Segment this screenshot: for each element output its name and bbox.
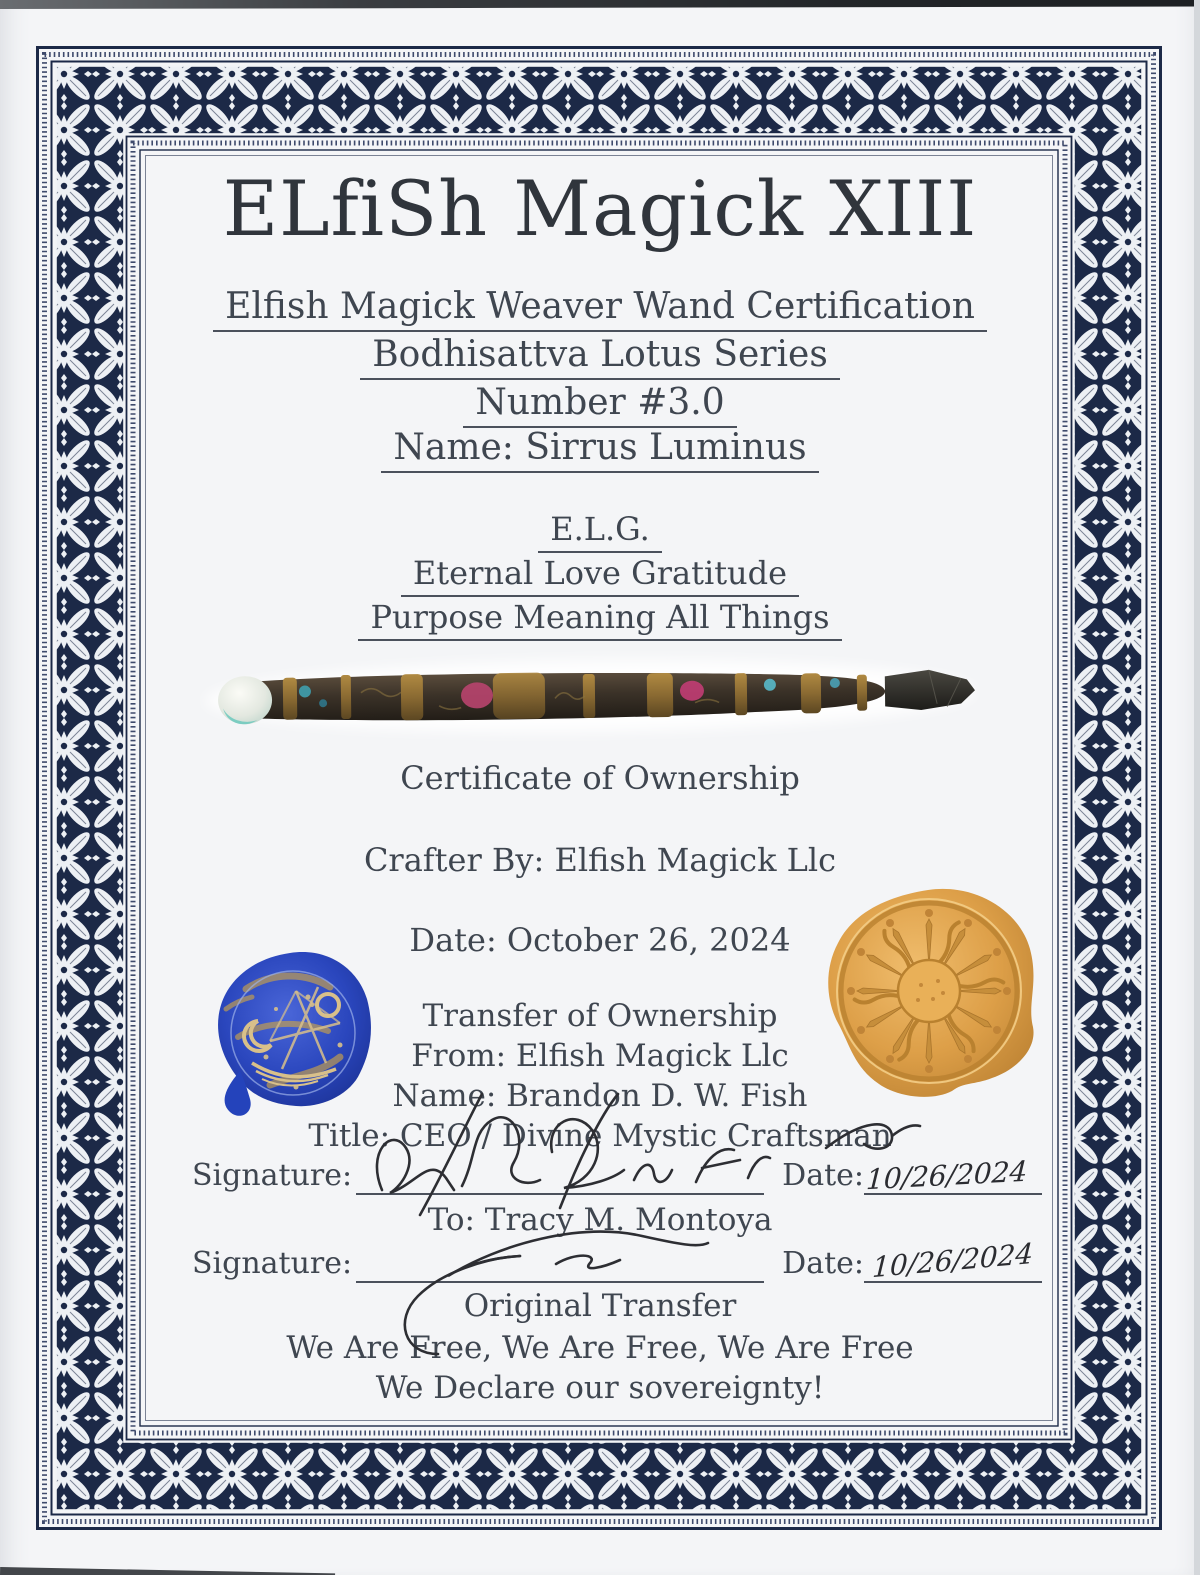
transfer-from — [150, 1039, 1050, 1075]
motto-line-1-text: Eternal Love Gratitude — [401, 554, 799, 597]
signature-line-1 — [356, 1159, 764, 1195]
transfer-name-text: Name: Brandon D. W. Fish — [392, 1078, 808, 1114]
transfer-title — [150, 1119, 1050, 1155]
handwritten-date-2: 10/26/2024 — [871, 1236, 1034, 1285]
transfer-from-text: From: Elfish Magick Llc — [411, 1038, 789, 1074]
scan-edge-right — [1194, 0, 1200, 1575]
cert-line-1-text: Elfish Magick Weaver Wand Certification — [213, 286, 987, 332]
transfer-to — [150, 1203, 1050, 1239]
signature-label-1: Signature: — [192, 1158, 353, 1193]
motto-line-2 — [150, 599, 1050, 636]
signature-line-2 — [356, 1247, 764, 1283]
transfer-to-text: To: Tracy M. Montoya — [427, 1202, 773, 1238]
cert-line-4 — [150, 427, 1050, 468]
page-title — [150, 165, 1050, 252]
date-line-2 — [864, 1236, 1042, 1285]
ownership-crafter — [150, 842, 1050, 879]
date-label-2: Date: — [782, 1246, 864, 1281]
wand-photo — [194, 637, 985, 751]
date-line-1 — [864, 1154, 1042, 1197]
footer-line-2-text: We Declare our sovereignty! — [375, 1370, 825, 1406]
signature-label-2: Signature: — [192, 1246, 353, 1281]
transfer-heading-text: Transfer of Ownership — [422, 998, 778, 1034]
footer-line-1 — [150, 1331, 1050, 1367]
motto-line-1 — [150, 555, 1050, 592]
original-transfer — [150, 1289, 1050, 1325]
page-title-text: ELfiSh Magick XIII — [222, 164, 978, 253]
ownership-crafter-text: Crafter By: Elfish Magick Llc — [363, 841, 837, 879]
transfer-heading — [150, 999, 1050, 1035]
date-label-1: Date: — [782, 1158, 864, 1193]
cert-line-2-text: Bodhisattva Lotus Series — [360, 334, 840, 380]
motto-acronym-text: E.L.G. — [538, 510, 662, 553]
transfer-title-text: Title: CEO / Divine Mystic Craftsman — [308, 1118, 892, 1154]
footer-line-1-text: We Are Free, We Are Free, We Are Free — [286, 1330, 914, 1366]
motto-acronym — [150, 511, 1050, 548]
cert-line-2 — [150, 334, 1050, 375]
ownership-heading — [150, 760, 1050, 797]
signature-row-1 — [192, 1154, 1042, 1197]
ownership-date-text: Date: October 26, 2024 — [409, 921, 791, 959]
cert-line-1 — [150, 286, 1050, 327]
motto-line-2-text: Purpose Meaning All Things — [358, 598, 841, 641]
ownership-heading-text: Certificate of Ownership — [400, 759, 800, 797]
footer-line-2 — [150, 1371, 1050, 1407]
cert-line-3-text: Number #3.0 — [463, 382, 736, 428]
original-transfer-text: Original Transfer — [463, 1288, 737, 1324]
handwritten-date-1: 10/26/2024 — [865, 1154, 1029, 1197]
cert-line-3 — [150, 382, 1050, 423]
signature-row-2 — [192, 1236, 1042, 1285]
cert-line-4-text: Name: Sirrus Luminus — [381, 427, 818, 473]
transfer-name — [150, 1079, 1050, 1115]
